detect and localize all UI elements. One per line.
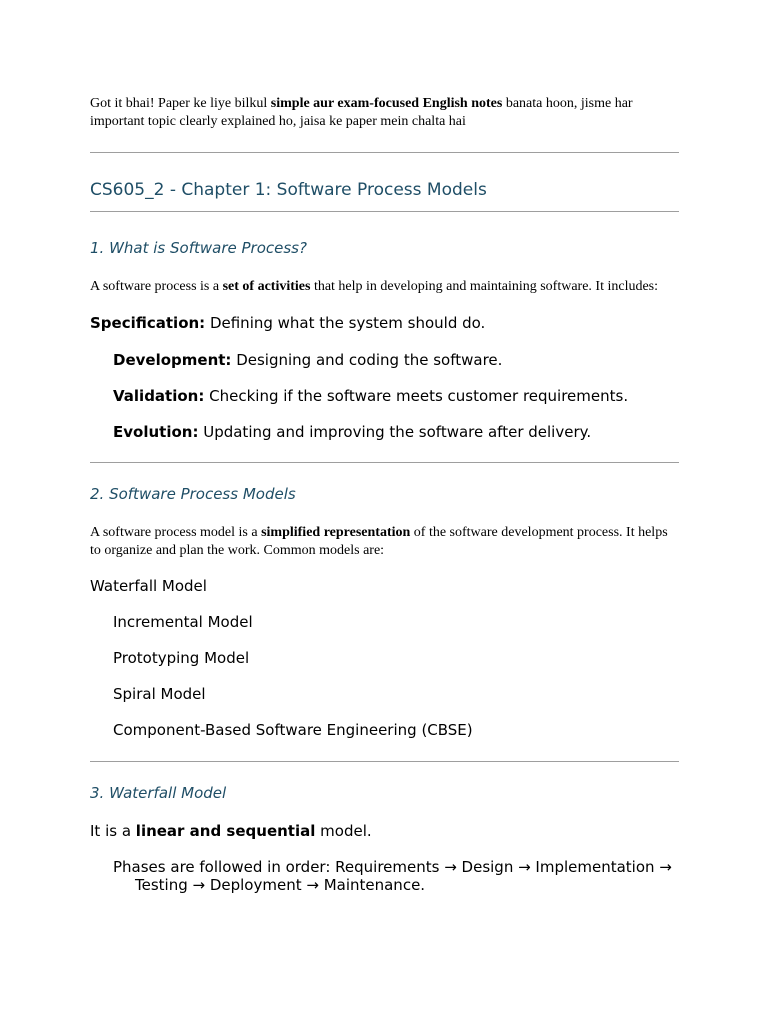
phases-line-2: Testing → Deployment → Maintenance. bbox=[135, 876, 426, 894]
section-3-bold-text: linear and sequential bbox=[135, 822, 316, 840]
activity-desc: Checking if the software meets customer requirements. bbox=[204, 387, 629, 405]
activity-desc: Updating and improving the software after delivery. bbox=[198, 423, 592, 441]
section-1-paragraph bbox=[90, 278, 679, 296]
phases-item bbox=[90, 858, 679, 894]
activity-term: Specification: bbox=[90, 314, 206, 332]
section-3-heading: 3. Waterfall Model bbox=[90, 784, 227, 802]
activity-term: Evolution: bbox=[113, 423, 199, 441]
activity-item bbox=[90, 314, 679, 332]
model-item: Waterfall Model bbox=[90, 577, 207, 595]
activity-term: Validation: bbox=[113, 387, 205, 405]
intro-text-2: banata hoon, jisme har important topic clearly explained ho, jaisa ke paper mein chalta hai bbox=[90, 96, 633, 129]
activity-desc: Designing and coding the software. bbox=[231, 351, 503, 369]
divider bbox=[90, 462, 679, 463]
activity-term: Development: bbox=[113, 351, 232, 369]
section-2-bold-text: simplified representation bbox=[261, 525, 411, 540]
section-1-text-2: that help in developing and maintaining software. It includes: bbox=[310, 279, 659, 294]
intro-paragraph bbox=[90, 95, 679, 131]
section-2-text-2: of the software development process. It helps to organize and plan the work. Common models are: bbox=[90, 525, 668, 558]
divider bbox=[90, 211, 679, 212]
divider bbox=[90, 761, 679, 762]
activity-desc: Defining what the system should do. bbox=[205, 314, 486, 332]
model-item: Component-Based Software Engineering (CBSE) bbox=[113, 721, 473, 739]
section-3-text-1: It is a bbox=[90, 822, 136, 840]
section-1-heading: 1. What is Software Process? bbox=[90, 239, 307, 257]
chapter-title: CS605_2 - Chapter 1: Software Process Models bbox=[90, 180, 487, 200]
section-3-line bbox=[90, 822, 679, 840]
section-2-paragraph bbox=[90, 524, 679, 560]
section-2-heading: 2. Software Process Models bbox=[90, 485, 296, 503]
model-item: Prototyping Model bbox=[113, 649, 250, 667]
model-item: Spiral Model bbox=[113, 685, 206, 703]
section-1-text-1: A software process is a bbox=[90, 279, 223, 294]
intro-bold-text: simple aur exam-focused English notes bbox=[270, 96, 503, 111]
section-2-text-1: A software process model is a bbox=[90, 525, 262, 540]
intro-text-1: Got it bhai! Paper ke liye bilkul bbox=[90, 96, 271, 111]
activity-item bbox=[90, 423, 679, 441]
divider bbox=[90, 152, 679, 153]
section-1-bold-text: set of activities bbox=[222, 279, 311, 294]
phases-line-1: Phases are followed in order: Requirements → Design → Implementation → bbox=[113, 858, 672, 876]
model-item: Incremental Model bbox=[113, 613, 253, 631]
document-page bbox=[90, 93, 679, 894]
activity-item bbox=[90, 387, 679, 405]
activity-item bbox=[90, 351, 679, 369]
section-3-text-2: model. bbox=[315, 822, 372, 840]
